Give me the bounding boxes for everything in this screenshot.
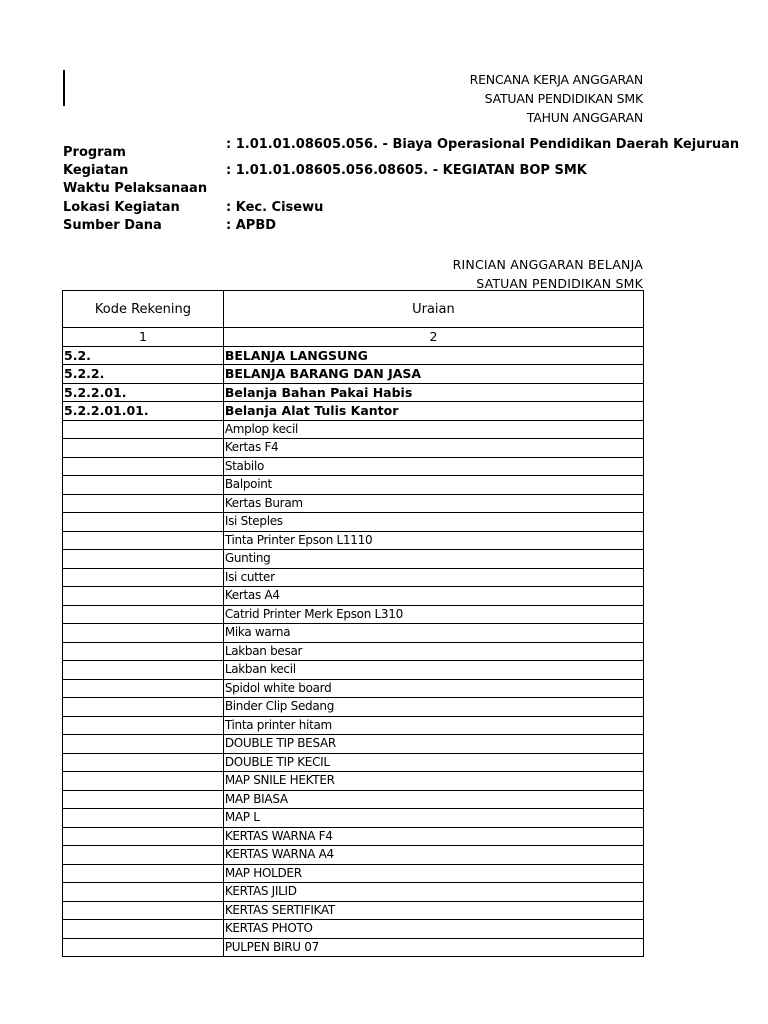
item-description: Tinta printer hitam [223, 716, 643, 735]
item-row [63, 698, 644, 717]
info-label: Sumber Dana [63, 218, 162, 233]
item-code-cell [63, 846, 224, 865]
item-row [63, 827, 644, 846]
info-label: Program [63, 145, 126, 160]
table-body [63, 328, 644, 957]
item-description: Amplop kecil [223, 420, 643, 439]
item-row [63, 864, 644, 883]
item-code-cell [63, 439, 224, 458]
item-code-cell [63, 457, 224, 476]
item-description: DOUBLE TIP BESAR [223, 735, 643, 754]
item-description: DOUBLE TIP KECIL [223, 753, 643, 772]
item-description: KERTAS JILID [223, 883, 643, 902]
item-description: Kertas F4 [223, 439, 643, 458]
account-row [63, 346, 644, 365]
item-row [63, 920, 644, 939]
item-description: KERTAS PHOTO [223, 920, 643, 939]
item-code-cell [63, 735, 224, 754]
item-row [63, 679, 644, 698]
item-description: MAP SNILE HEKTER [223, 772, 643, 791]
item-row [63, 735, 644, 754]
item-description: Gunting [223, 550, 643, 569]
item-description: MAP BIASA [223, 790, 643, 809]
budget-detail-title [330, 255, 643, 293]
item-row [63, 568, 644, 587]
account-description: BELANJA BARANG DAN JASA [223, 365, 643, 384]
title-line-3: TAHUN ANGGARAN [526, 110, 643, 125]
item-code-cell [63, 587, 224, 606]
item-description: KERTAS WARNA A4 [223, 846, 643, 865]
info-row-kegiatan [63, 162, 643, 180]
item-description: Lakban besar [223, 642, 643, 661]
item-code-cell [63, 901, 224, 920]
info-label: Waktu Pelaksanaan [63, 181, 208, 196]
account-description: BELANJA LANGSUNG [223, 346, 643, 365]
item-code-cell [63, 938, 224, 957]
column-number: 2 [223, 328, 643, 347]
account-description: Belanja Bahan Pakai Habis [223, 383, 643, 402]
item-code-cell [63, 420, 224, 439]
item-code-cell [63, 883, 224, 902]
account-code: 5.2.2.01. [63, 383, 224, 402]
item-row [63, 439, 644, 458]
item-code-cell [63, 550, 224, 569]
title-line-1: RENCANA KERJA ANGGARAN [469, 72, 643, 87]
item-description: Isi cutter [223, 568, 643, 587]
item-code-cell [63, 568, 224, 587]
item-code-cell [63, 679, 224, 698]
item-description: Isi Steples [223, 513, 643, 532]
item-description: Kertas A4 [223, 587, 643, 606]
item-description: MAP HOLDER [223, 864, 643, 883]
column-number-row [63, 328, 644, 347]
activity-info [63, 137, 740, 240]
item-row [63, 772, 644, 791]
item-description: Lakban kecil [223, 661, 643, 680]
item-code-cell [63, 476, 224, 495]
item-row [63, 494, 644, 513]
item-description: Tinta Printer Epson L1110 [223, 531, 643, 550]
item-code-cell [63, 605, 224, 624]
item-row [63, 846, 644, 865]
item-description: KERTAS SERTIFIKAT [223, 901, 643, 920]
item-code-cell [63, 790, 224, 809]
info-value: : 1.01.01.08605.056.08605. - KEGIATAN BOP SMK [226, 163, 587, 178]
item-row [63, 901, 644, 920]
item-code-cell [63, 753, 224, 772]
item-code-cell [63, 772, 224, 791]
item-description: KERTAS WARNA F4 [223, 827, 643, 846]
item-code-cell [63, 920, 224, 939]
info-value: : APBD [226, 218, 277, 233]
item-code-cell [63, 531, 224, 550]
column-number: 1 [63, 328, 224, 347]
account-row [63, 402, 644, 421]
item-row [63, 883, 644, 902]
item-row [63, 476, 644, 495]
account-description: Belanja Alat Tulis Kantor [223, 402, 643, 421]
item-code-cell [63, 809, 224, 828]
document-title [330, 70, 643, 127]
info-value: : 1.01.01.08605.056. - Biaya Operasional Pendidikan Daerah Kejuruan [226, 137, 740, 152]
column-header-uraian: Uraian [223, 291, 643, 328]
item-row [63, 605, 644, 624]
account-row [63, 365, 644, 384]
item-row [63, 938, 644, 957]
text-cursor-bar [63, 70, 65, 106]
item-row [63, 531, 644, 550]
budget-table [62, 290, 644, 957]
item-code-cell [63, 716, 224, 735]
info-row-waktu [63, 180, 643, 198]
subtitle-line-1: RINCIAN ANGGARAN BELANJA [452, 257, 643, 272]
info-value: : Kec. Cisewu [226, 200, 324, 215]
item-description: Kertas Buram [223, 494, 643, 513]
account-code: 5.2. [63, 346, 224, 365]
item-description: Catrid Printer Merk Epson L310 [223, 605, 643, 624]
item-row [63, 457, 644, 476]
item-row [63, 809, 644, 828]
account-code: 5.2.2. [63, 365, 224, 384]
item-row [63, 716, 644, 735]
item-row [63, 642, 644, 661]
item-description: Binder Clip Sedang [223, 698, 643, 717]
item-row [63, 513, 644, 532]
item-row [63, 661, 644, 680]
item-code-cell [63, 698, 224, 717]
item-code-cell [63, 661, 224, 680]
item-description: MAP L [223, 809, 643, 828]
subtitle-line-2: SATUAN PENDIDIKAN SMK [476, 276, 643, 291]
info-row-sumber-dana [63, 217, 643, 235]
item-row [63, 790, 644, 809]
info-row-lokasi [63, 199, 643, 217]
item-description: Stabilo [223, 457, 643, 476]
item-code-cell [63, 494, 224, 513]
item-description: Spidol white board [223, 679, 643, 698]
item-code-cell [63, 513, 224, 532]
info-label: Lokasi Kegiatan [63, 200, 180, 215]
item-row [63, 550, 644, 569]
item-code-cell [63, 642, 224, 661]
item-description: Balpoint [223, 476, 643, 495]
account-row [63, 383, 644, 402]
item-description: Mika warna [223, 624, 643, 643]
column-header-kode: Kode Rekening [63, 291, 224, 328]
item-row [63, 587, 644, 606]
item-row [63, 624, 644, 643]
info-row-program [63, 137, 740, 162]
item-row [63, 753, 644, 772]
item-description: PULPEN BIRU 07 [223, 938, 643, 957]
info-label: Kegiatan [63, 163, 129, 178]
item-code-cell [63, 864, 224, 883]
account-code: 5.2.2.01.01. [63, 402, 224, 421]
item-row [63, 420, 644, 439]
table-header-row [63, 291, 644, 328]
item-code-cell [63, 624, 224, 643]
title-line-2: SATUAN PENDIDIKAN SMK [484, 91, 643, 106]
item-code-cell [63, 827, 224, 846]
